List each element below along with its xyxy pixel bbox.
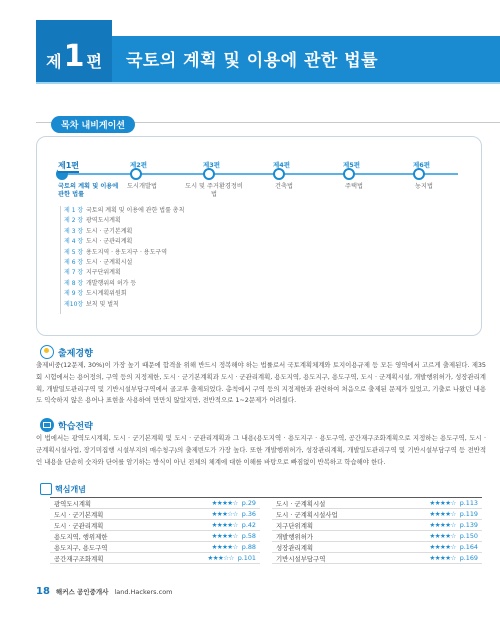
page-ref: p.36	[241, 510, 256, 518]
trend-heading-text: 출제경향	[58, 348, 93, 359]
chapter-item[interactable]	[64, 300, 184, 310]
chapter-num: 제 8 장	[64, 279, 84, 287]
timeline-node-part4[interactable]	[273, 168, 285, 180]
key-concept-row[interactable]	[50, 498, 260, 509]
concept-name: 지구단위계획	[276, 521, 314, 530]
chapter-num: 제 2 장	[64, 217, 84, 225]
chapter-title: 국토의 계획 및 이용에 관한 법률	[126, 51, 379, 71]
key-concept-row[interactable]	[50, 553, 260, 564]
key-concept-row[interactable]	[272, 531, 482, 542]
importance-stars: ★★★☆☆	[207, 554, 234, 562]
page-ref: p.169	[459, 554, 478, 562]
strategy-heading-text: 학습전략	[58, 421, 93, 432]
page-ref: p.164	[459, 543, 478, 551]
timeline-label-part2[interactable]: 제2편	[130, 161, 148, 169]
importance-stars: ★★★★☆	[211, 521, 238, 529]
page-ref: p.88	[241, 543, 256, 551]
timeline-desc-part3: 도시 및 주거환경정비법	[185, 183, 243, 198]
navigation-label: 목차 내비게이션	[51, 116, 135, 133]
page-ref: p.139	[459, 521, 478, 529]
concept-name: 공간재구조화계획	[54, 554, 104, 563]
chapter-list	[64, 206, 184, 310]
footer-brand: 해커스 공인중개사	[55, 588, 109, 596]
lightbulb-icon	[40, 345, 54, 359]
concept-name: 도시 · 군기본계획	[54, 510, 104, 519]
checklist-icon	[40, 483, 52, 495]
page-ref: p.150	[459, 532, 478, 540]
key-concept-row[interactable]	[50, 520, 260, 531]
timeline-desc-part5: 주택법	[345, 183, 363, 190]
concept-name: 도시 · 군계획시설사업	[276, 510, 338, 519]
key-concepts-right-column	[272, 498, 482, 564]
timeline-node-part6[interactable]	[413, 168, 425, 180]
trend-body: 출제비중(12문제, 30%)이 가장 높기 때문에 합격을 위해 반드시 정복해야 하는 법률로서 국토계획체계와 토지이용규제 등 모든 영역에서 고르게 출제된다. 제35회 시험에서는 용어정의, 구역 등의 지정제한, 도시 · 군기본계획과 도시 · 군관리계획, 용도지역, 용도지구, 용도구역, 도시 · 군계획시설, 개발행위허가, 성장관리계획, 개발밀도관리구역 및 기반시설부담구역에서 골고루 출제되었다. 총칙에서 구역 등의 지정제한과 관련하여 처음으로 출제된 문제가 있었고, 기출로 나왔던 내용도 익숙하지 않은 용어나 표현을 사용하여 만만치 않았지만, 전반적으로 1~2문제가 어려웠다.	[36, 361, 486, 405]
chapter-title-text: 도시 · 군관리계획	[86, 238, 133, 246]
timeline-label-part3[interactable]: 제3편	[203, 161, 221, 169]
key-concept-row[interactable]	[272, 509, 482, 520]
chapter-item[interactable]	[64, 206, 184, 216]
chapter-item[interactable]	[64, 279, 184, 289]
chapter-list-bar	[60, 206, 61, 314]
timeline-line	[62, 173, 458, 175]
key-concept-row[interactable]	[272, 553, 482, 564]
strategy-body: 이 법에서는 광역도시계획, 도시 · 군기본계획 및 도시 · 군관리계획과 그 내용(용도지역 · 용도지구 · 용도구역, 공간재구조화계획으로 지정하는 용도구역, 도시 · 군계획시설사업, 장기미집행 시설부지의 매수청구)의 출제빈도가 가장 높다. 또한 개발행위허가, 성장관리계획, 개발밀도관리구역 및 기반시설부담구역 등 전반적인 내용을 단순히 숫자와 단어를 암기하는 방식이 아닌 전체의 체계에 대한 이해를 바탕으로 빠짐없이 반복하고 학습해야 한다.	[36, 434, 486, 466]
concept-name: 용도지역, 행위제한	[54, 532, 108, 541]
key-concepts-left-column	[50, 498, 260, 564]
page-ref: p.119	[459, 510, 478, 518]
part-number: 1	[63, 39, 85, 74]
footer-url[interactable]: land.Hackers.com	[114, 587, 173, 596]
page-footer	[36, 586, 173, 597]
importance-stars: ★★★★☆	[211, 532, 238, 540]
key-concept-row[interactable]	[50, 531, 260, 542]
chapter-item[interactable]	[64, 289, 184, 299]
book-icon	[40, 418, 54, 432]
importance-stars: ★★★☆☆	[211, 510, 238, 518]
chapter-item[interactable]	[64, 268, 184, 278]
strategy-heading	[40, 418, 93, 432]
chapter-title-text: 광역도시계획	[86, 217, 121, 225]
timeline-desc-part1: 국토의 계획 및 이용에 관한 법률	[58, 183, 119, 198]
page-number: 18	[36, 586, 50, 597]
chapter-title-text: 도시 · 군기본계획	[86, 227, 133, 235]
concept-name: 도시 · 군계획시설	[276, 499, 326, 508]
concept-name: 광역도시계획	[54, 499, 92, 508]
part-prefix: 제	[46, 52, 62, 71]
concept-name: 성장관리계획	[276, 543, 314, 552]
concept-name: 개발행위허가	[276, 532, 314, 541]
chapter-item[interactable]	[64, 227, 184, 237]
key-concept-row[interactable]	[272, 542, 482, 553]
importance-stars: ★★★★☆	[429, 521, 456, 529]
timeline-node-part3[interactable]	[203, 168, 215, 180]
chapter-title-text: 도시 · 군계획시설	[86, 259, 133, 267]
importance-stars: ★★★★☆	[211, 499, 238, 507]
key-concept-row[interactable]	[272, 520, 482, 531]
chapter-num: 제10장	[64, 300, 84, 308]
key-concept-row[interactable]	[50, 542, 260, 553]
chapter-title-text: 보칙 및 벌칙	[86, 300, 119, 308]
timeline-label-part1[interactable]: 제1편	[58, 160, 79, 173]
chapter-title-text: 도시계획위원회	[86, 290, 127, 298]
chapter-item[interactable]	[64, 237, 184, 247]
importance-stars: ★★★★☆	[429, 499, 456, 507]
timeline-label-part4[interactable]: 제4편	[273, 161, 291, 169]
timeline-desc-part6: 농지법	[415, 183, 433, 190]
chapter-title-text: 국토의 계획 및 이용에 관한 법률 총칙	[86, 207, 185, 214]
concept-name: 기반시설부담구역	[276, 554, 326, 563]
header-underline	[36, 82, 500, 84]
chapter-title-text: 용도지역 · 용도지구 · 용도구역	[86, 248, 167, 256]
importance-stars: ★★★★☆	[429, 532, 456, 540]
timeline-label-part6[interactable]: 제6편	[413, 161, 431, 169]
page-ref: p.58	[241, 532, 256, 540]
page-ref: p.101	[237, 554, 256, 562]
part-suffix: 편	[86, 52, 102, 71]
key-concept-row[interactable]	[272, 498, 482, 509]
chapter-title-text: 지구단위계획	[86, 269, 121, 277]
page-ref: p.42	[241, 521, 256, 529]
importance-stars: ★★★★☆	[429, 510, 456, 518]
concept-name: 도시 · 군관리계획	[54, 521, 104, 530]
key-concepts-heading	[40, 483, 86, 495]
chapter-num: 제 7 장	[64, 269, 84, 277]
timeline-desc-part4: 건축법	[275, 183, 293, 190]
chapter-num: 제 5 장	[64, 248, 84, 256]
importance-stars: ★★★★☆	[211, 543, 238, 551]
page-ref: p.113	[459, 499, 478, 507]
importance-stars: ★★★★☆	[429, 554, 456, 562]
timeline-node-part5[interactable]	[343, 168, 355, 180]
key-concepts-heading-text: 핵심개념	[55, 484, 86, 494]
concept-name: 용도지구, 용도구역	[54, 543, 108, 552]
timeline-desc-part2: 도시개발법	[127, 183, 157, 190]
importance-stars: ★★★★☆	[429, 543, 456, 551]
chapter-item[interactable]	[64, 258, 184, 268]
chapter-item[interactable]	[64, 248, 184, 258]
part-badge	[36, 20, 112, 82]
timeline-label-part5[interactable]: 제5편	[343, 161, 361, 169]
chapter-num: 제 9 장	[64, 290, 84, 298]
key-concepts-table	[50, 497, 482, 564]
page-ref: p.29	[241, 499, 256, 507]
timeline-node-part2[interactable]	[130, 168, 142, 180]
chapter-header	[0, 0, 500, 100]
chapter-num: 제 3 장	[64, 227, 84, 235]
chapter-item[interactable]	[64, 216, 184, 226]
chapter-num: 제 1 장	[64, 207, 84, 214]
chapter-num: 제 6 장	[64, 259, 84, 267]
key-concept-row[interactable]	[50, 509, 260, 520]
chapter-num: 제 4 장	[64, 238, 84, 246]
chapter-title-text: 개발행위의 허가 등	[86, 279, 137, 287]
trend-heading	[40, 345, 93, 359]
